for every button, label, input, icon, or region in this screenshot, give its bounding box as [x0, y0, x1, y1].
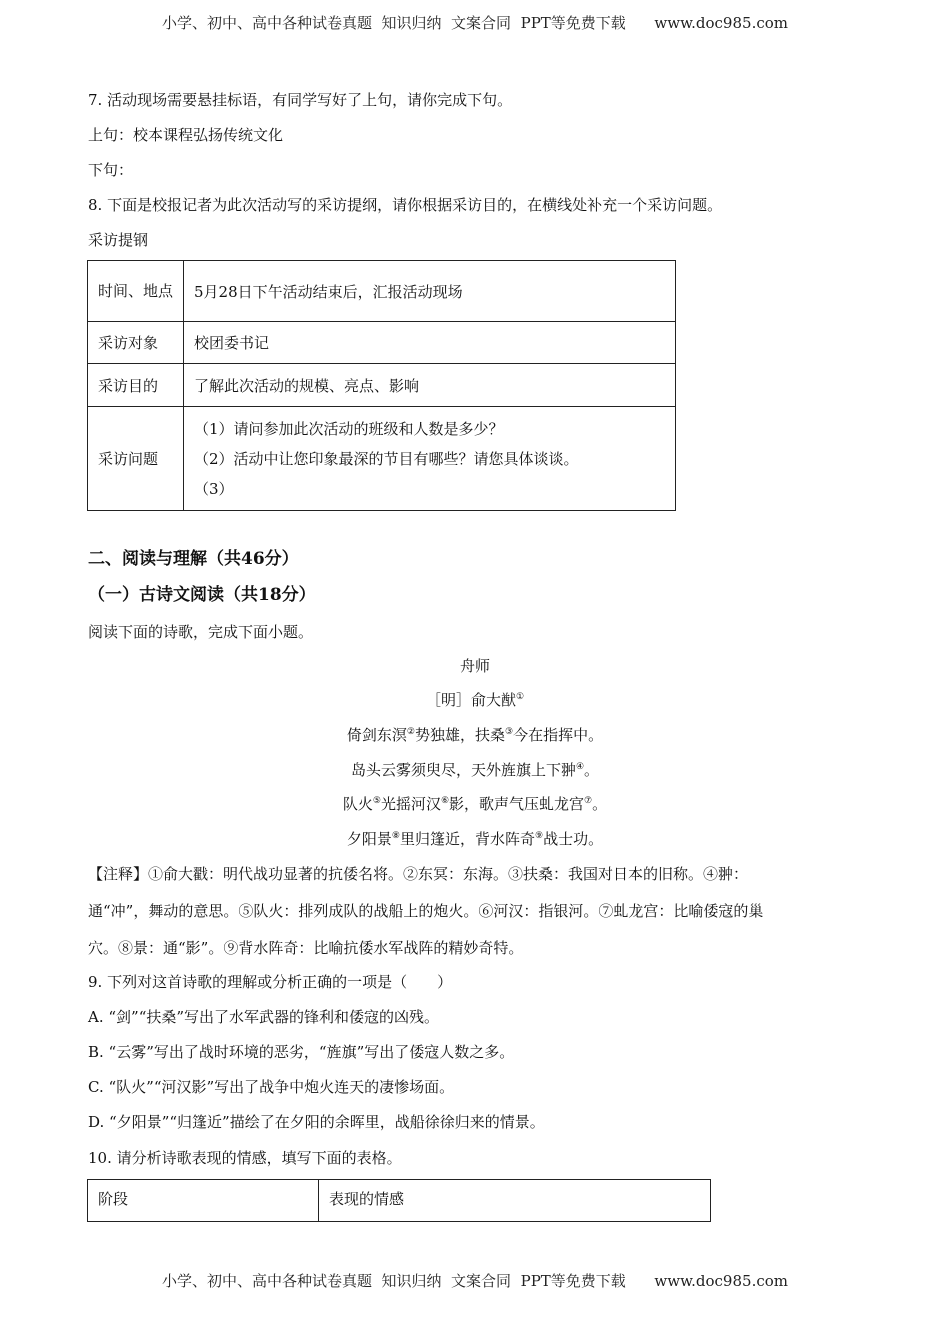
page-footer: 小学、初中、高中各种试卷真题 知识归纳 文案合同 PPT等免费下载 www.doc985.com [161, 1272, 788, 1290]
q9-option-d: D. “夕阳景”“归篷近”描绘了在夕阳的余晖里，战船徐徐归来的情景。 [88, 1113, 545, 1131]
q9-option-c: C. “队火”“河汉影”写出了战争中炮火连天的凄惨场面。 [88, 1078, 455, 1096]
outline-title: 采访提钢 [88, 231, 149, 249]
table-header-stage: 阶段 [88, 1180, 319, 1222]
emotion-table [87, 1179, 711, 1222]
row-value-time-place: 5月28日下午活动结束后，汇报活动现场 [184, 261, 676, 322]
poem-author: ［明］俞大猷① [425, 691, 525, 709]
poem-line-4: 夕阳景⑧里归篷近，背水阵奇⑨战士功。 [346, 830, 604, 848]
q7-lower-line: 下句： [88, 161, 134, 179]
table-header-emotion: 表现的情感 [319, 1180, 711, 1222]
row-label-purpose: 采访目的 [88, 364, 184, 407]
notes-line-1: 【注释】①俞大戳：明代战功显著的抗倭名将。②东冥：东海。③扶桑：我国对日本的旧称。④翀： [88, 865, 749, 883]
interview-outline-table [87, 260, 676, 511]
q9-option-a: A. “剑”“扶桑”写出了水军武器的锋利和倭寇的凶残。 [88, 1008, 440, 1026]
poem-line-3: 队火⑤光摇河汉⑥影，歌声气压虬龙宫⑦。 [342, 795, 608, 813]
row-label-questions: 采访问题 [88, 407, 184, 511]
row-label-target: 采访对象 [88, 322, 184, 364]
q8-prompt: 8. 下面是校报记者为此次活动写的采访提纲，请你根据采访目的，在横线处补充一个采访问题。 [88, 196, 723, 214]
poem-title: 舟师 [459, 657, 490, 675]
row-value-questions [184, 407, 676, 511]
subsection-title: （一）古诗文阅读（共18分） [88, 585, 316, 605]
row-value-target: 校团委书记 [184, 322, 676, 364]
q7-prompt: 7. 活动现场需要悬挂标语，有同学写好了上句，请你完成下句。 [88, 91, 513, 109]
notes-line-3: 穴。⑧景：通“影”。⑨背水阵奇：比喻抗倭水军战阵的精妙奇特。 [88, 939, 524, 957]
section-title: 二、阅读与理解（共46分） [88, 549, 299, 569]
q9-prompt: 9. 下列对这首诗歌的理解或分析正确的一项是（ ） [88, 973, 453, 991]
interview-question-2: （2）活动中让您印象最深的节目有哪些？请您具体谈谈。 [194, 449, 579, 468]
reading-intro: 阅读下面的诗歌，完成下面小题。 [88, 623, 314, 641]
interview-question-1: （1）请问参加此次活动的班级和人数是多少？ [194, 419, 504, 438]
interview-question-3: （3） [194, 479, 234, 498]
page-header: 小学、初中、高中各种试卷真题 知识归纳 文案合同 PPT等免费下载 www.doc985.com [161, 14, 788, 32]
poem-line-1: 倚剑东溟②势独雄，扶桑③今在指挥中。 [346, 726, 604, 744]
notes-line-2: 通“冲”，舞动的意思。⑤队火：排列成队的战船上的炮火。⑥河汉：指银河。⑦虬龙宫：比喻倭寇的巢 [88, 902, 764, 920]
q9-option-b: B. “云雾”写出了战时环境的恶劣，“旌旗”写出了倭寇人数之多。 [88, 1043, 515, 1061]
row-label-time-place: 时间、地点 [88, 261, 184, 322]
q7-upper-line: 上句：校本课程弘扬传统文化 [88, 126, 284, 144]
poem-line-2: 岛头云雾须臾尽，天外旌旗上下翀④。 [350, 761, 600, 779]
q10-prompt: 10. 请分析诗歌表现的情感，填写下面的表格。 [88, 1149, 402, 1167]
row-value-purpose: 了解此次活动的规模、亮点、影响 [184, 364, 676, 407]
